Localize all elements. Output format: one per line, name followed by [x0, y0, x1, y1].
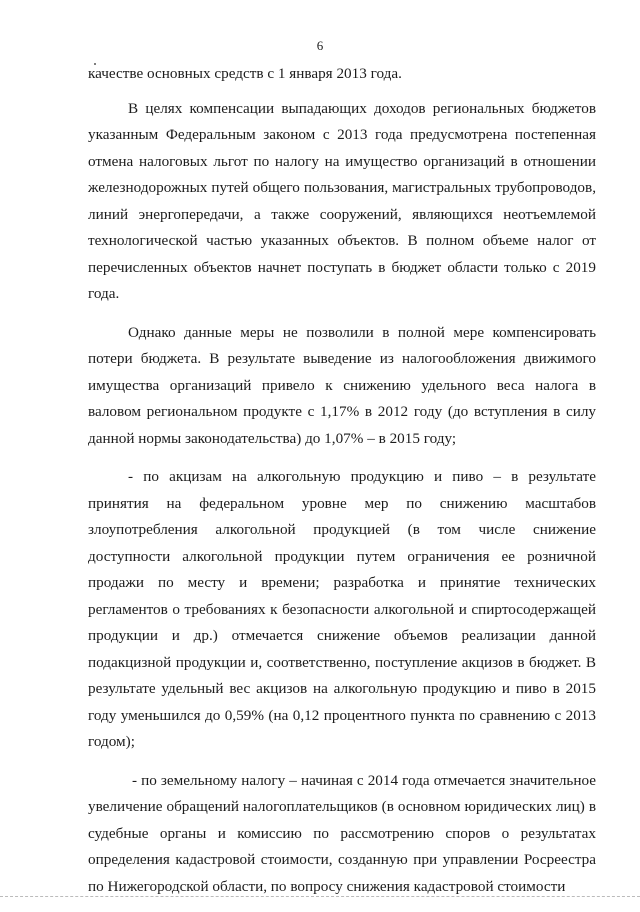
paragraph-continuation: качестве основных средств с 1 января 2013 года.: [88, 65, 402, 82]
scan-edge-line: [0, 895, 640, 897]
paragraph-compensation: В целях компенсации выпадающих доходов региональных бюджетов указанным Федеральным законом с 2013 года предусмотрена постепенная отмена налоговых льгот по налогу на имущество организаций в отношении железнодорожных путей общего пользования, магистральных трубопроводов, линий энергопередачи, а также сооружений, являющихся неотъемлемой технологической частью указанных объектов. В полном объеме налог от перечисленных объектов начнет поступать в бюджет области только с 2019 года.: [88, 99, 596, 302]
paragraph-budget-losses: Однако данные меры не позволили в полной мере компенсировать потери бюджета. В результате выведение из налогообложения движимого имущества организаций привело к снижению удельного веса налога в валовом региональном продукте с 1,17% в 2012 году (до вступления в силу данной нормы законодательства) до 1,07% – в 2015 году;: [88, 323, 596, 447]
document-body: [88, 61, 596, 912]
paragraph-land-tax: - по земельному налогу – начиная с 2014 года отмечается значительное увеличение обращений налогоплательщиков (в основном юридических лиц) в судебные органы и комиссию по рассмотрению споров о результатах определения кадастровой стоимости, созданную при управлении Росреестра по Нижегородской области, по вопросу снижения кадастровой стоимости: [88, 771, 596, 895]
page-number: 6: [316, 38, 324, 53]
paragraph-alcohol-excise: - по акцизам на алкогольную продукцию и пиво – в результате принятия на федеральном уровне мер по снижению масштабов злоупотребления алкогольной продукцией (в том числе снижение доступности алкогольной продукции путем ограничения ее розничной продажи по месту и времени; разработка и принятие технических регламентов о требованиях к безопасности алкогольной и спиртосодержащей продукции и др.) отмечается снижение объемов реализации данной подакцизной продукции и, соответственно, поступление акцизов в бюджет. В результате удельный вес акцизов на алкогольную продукцию и пиво в 2015 году уменьшился до 0,59% (на 0,12 процентного пункта по сравнению с 2013 годом);: [88, 468, 596, 750]
